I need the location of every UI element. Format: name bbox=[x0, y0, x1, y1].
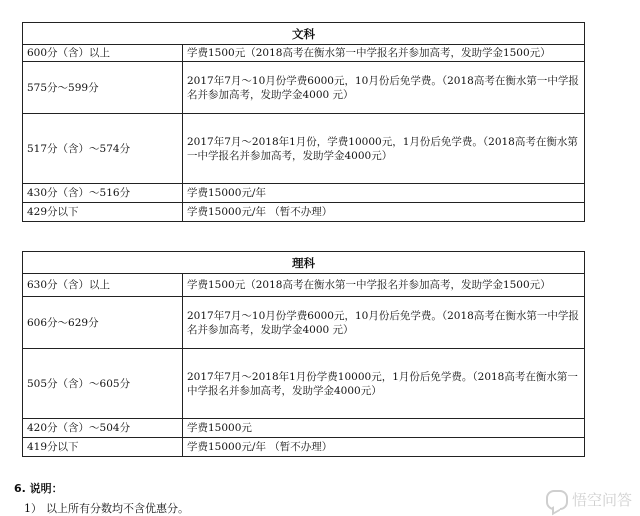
notes-title: 6. 说明： bbox=[14, 482, 63, 495]
score-range-cell: 430分（含）～516分 bbox=[23, 184, 183, 203]
fee-desc-cell: 学费15000元 bbox=[183, 419, 585, 438]
table-like bbox=[22, 251, 585, 457]
table-row bbox=[23, 438, 585, 457]
table-row bbox=[23, 114, 585, 184]
score-range-cell: 606分～629分 bbox=[23, 297, 183, 349]
speech-bubble-icon bbox=[546, 490, 568, 510]
score-range-cell: 517分（含）～574分 bbox=[23, 114, 183, 184]
fee-desc-cell: 2017年7月～10月份学费6000元，10月份后免学费。（2018高考在衡水第一中学报名并参加高考，发助学金4000 元） bbox=[183, 62, 585, 114]
watermark-text: 悟空问答 bbox=[571, 491, 632, 509]
fee-desc-cell: 学费15000元/年 （暂不办理） bbox=[183, 438, 585, 457]
fee-desc-cell: 学费15000元/年 （暂不办理） bbox=[183, 203, 585, 222]
table-row bbox=[23, 297, 585, 349]
table-header-row bbox=[23, 23, 585, 45]
fee-desc-cell: 学费1500元（2018高考在衡水第一中学报名并参加高考，发助学金1500元） bbox=[183, 45, 585, 62]
table-row bbox=[23, 45, 585, 62]
notes-item-text: 以上所有分数均不含优惠分。 bbox=[46, 502, 189, 515]
table-title: 文科 bbox=[23, 23, 585, 45]
table-row bbox=[23, 419, 585, 438]
fee-desc-cell: 学费15000元/年 bbox=[183, 184, 585, 203]
watermark bbox=[546, 489, 632, 510]
notes-item-number: 1） bbox=[24, 502, 42, 515]
table-row bbox=[23, 62, 585, 114]
score-range-cell: 419分以下 bbox=[23, 438, 183, 457]
score-range-cell: 505分（含）～605分 bbox=[23, 349, 183, 419]
table-header-row bbox=[23, 252, 585, 274]
fee-desc-cell: 2017年7月～2018年1月份，学费10000元，1月份后免学费。（2018高考在衡水第一中学报名并参加高考，发助学金4000元） bbox=[183, 114, 585, 184]
table-row bbox=[23, 184, 585, 203]
table-title: 理科 bbox=[23, 252, 585, 274]
fee-desc-cell: 学费1500元（2018高考在衡水第一中学报名并参加高考，发助学金1500元） bbox=[183, 274, 585, 297]
fee-desc-cell: 2017年7月～2018年1月份学费10000元，1月份后免学费。（2018高考在衡水第一中学报名并参加高考，发助学金4000元） bbox=[183, 349, 585, 419]
score-range-cell: 420分（含）～504分 bbox=[23, 419, 183, 438]
score-range-cell: 575分～599分 bbox=[23, 62, 183, 114]
notes-item bbox=[24, 500, 189, 516]
table-row bbox=[23, 203, 585, 222]
score-range-cell: 600分（含）以上 bbox=[23, 45, 183, 62]
table-row bbox=[23, 274, 585, 297]
score-range-cell: 429分以下 bbox=[23, 203, 183, 222]
table-wenke bbox=[22, 22, 585, 222]
fee-desc-cell: 2017年7月～10月份学费6000元，10月份后免学费。（2018高考在衡水第一中学报名并参加高考，发助学金4000 元） bbox=[183, 297, 585, 349]
score-range-cell: 630分（含）以上 bbox=[23, 274, 183, 297]
notes-section bbox=[14, 480, 189, 516]
table-row bbox=[23, 349, 585, 419]
